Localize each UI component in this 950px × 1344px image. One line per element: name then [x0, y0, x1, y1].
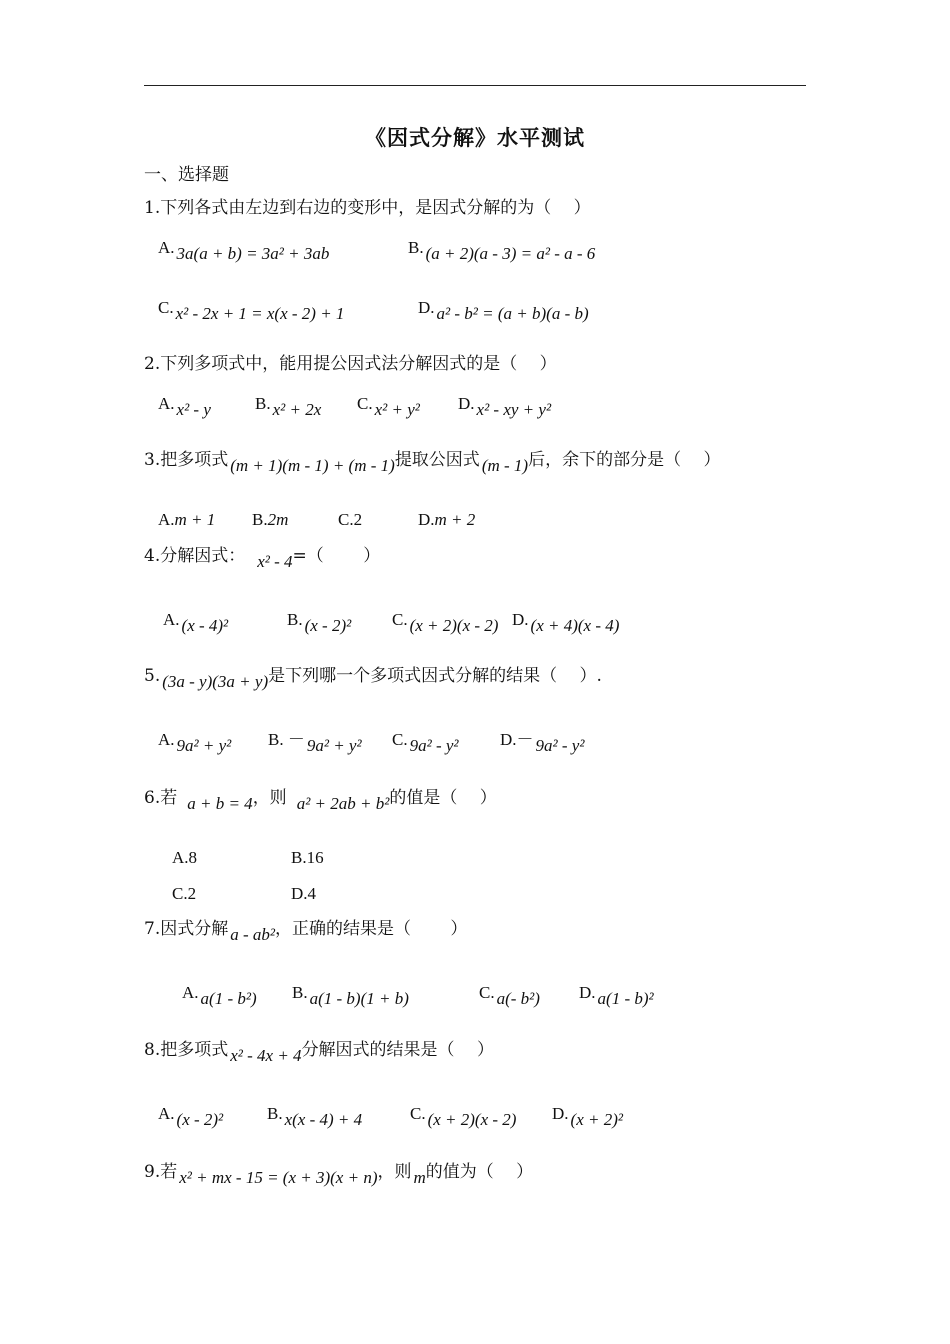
q8-option-c: C. (x + 2)(x - 2) — [410, 1104, 517, 1129]
q3-option-c: C.2 — [338, 510, 363, 529]
q7-option-a: A. a(1 - b²) — [182, 983, 257, 1008]
q1-option-c: C. x² - 2x + 1 = x(x - 2) + 1 — [158, 298, 345, 323]
q6-option-d: D.4 — [291, 884, 317, 903]
q4-option-b: B. (x - 2)² — [287, 610, 352, 635]
page-title: 《因式分解》水平测试 — [365, 125, 585, 150]
q3-option-a: A.m + 1 — [158, 510, 216, 529]
q2-option-b: B. x² + 2x — [255, 394, 322, 419]
q3-option-d: D.m + 2 — [418, 510, 476, 529]
q4-option-c: C. (x + 2)(x - 2) — [392, 610, 499, 635]
q1-option-a: A. 3a(a + b) = 3a² + 3ab — [158, 238, 330, 263]
q6-option-b: B.16 — [291, 848, 324, 867]
q6-option-a: A.8 — [172, 848, 198, 867]
question-7: 7.因式分解 a - ab²，正确的结果是（ ） — [144, 919, 468, 944]
q4-option-d: D. (x + 4)(x - 4) — [512, 610, 620, 635]
question-2: 2.下列多项式中，能用提公因式法分解因式的是（ ） — [144, 354, 557, 374]
question-3: 3.把多项式 (m + 1)(m - 1) + (m - 1)提取公因式 (m - 1)后，余下的部分是（ ） — [144, 450, 721, 475]
question-9: 9.若 x² + mx - 15 = (x + 3)(x + n)，则 m的值为（ ） — [144, 1162, 534, 1187]
q7-option-c: C. a(- b²) — [479, 983, 540, 1008]
q7-option-d: D. a(1 - b)² — [579, 983, 654, 1008]
q4-option-a: A. (x - 4)² — [163, 610, 229, 635]
q5-option-d: D.－ 9a² - y² — [500, 730, 585, 755]
q2-option-d: D. x² - xy + y² — [458, 394, 552, 419]
question-4: 4.分解因式： x² - 4=（ ） — [144, 546, 381, 571]
q5-option-b: B. － 9a² + y² — [268, 730, 362, 755]
q2-option-c: C. x² + y² — [357, 394, 420, 419]
q5-option-a: A. 9a² + y² — [158, 730, 232, 755]
q5-option-c: C. 9a² - y² — [392, 730, 459, 755]
q8-option-a: A. (x - 2)² — [158, 1104, 224, 1129]
question-6: 6.若 a + b = 4，则 a² + 2ab + b²的值是（ ） — [144, 788, 497, 813]
q6-option-c: C.2 — [172, 884, 197, 903]
q7-option-b: B. a(1 - b)(1 + b) — [292, 983, 409, 1008]
q8-option-b: B. x(x - 4) + 4 — [267, 1104, 363, 1129]
q3-option-b: B.2m — [252, 510, 289, 529]
q2-option-a: A. x² - y — [158, 394, 211, 419]
header-rule — [144, 85, 806, 86]
q1-option-d: D. a² - b² = (a + b)(a - b) — [418, 298, 589, 323]
question-8: 8.把多项式 x² - 4x + 4分解因式的结果是（ ） — [144, 1040, 494, 1065]
question-5: 5. (3a - y)(3a + y)是下列哪一个多项式因式分解的结果（ ）. — [144, 666, 602, 691]
question-1: 1.下列各式由左边到右边的变形中，是因式分解的为（ ） — [144, 198, 591, 218]
q1-option-b: B. (a + 2)(a - 3) = a² - a - 6 — [408, 238, 596, 263]
section-heading: 一、选择题 — [144, 165, 229, 185]
q8-option-d: D. (x + 2)² — [552, 1104, 623, 1129]
